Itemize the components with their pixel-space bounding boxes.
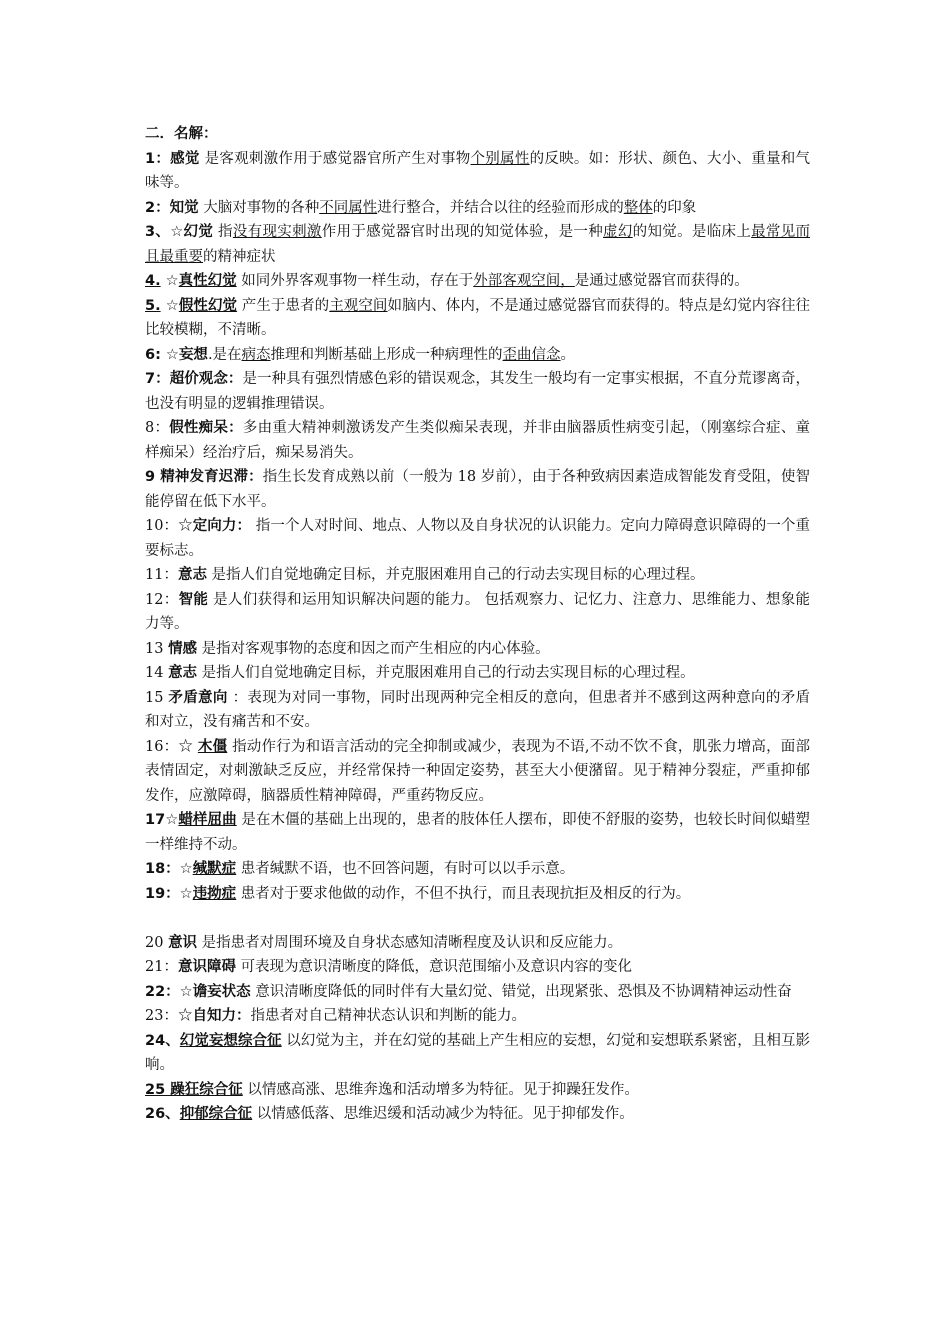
definition-text: 的精神症状: [203, 248, 276, 265]
entry-9: [145, 465, 810, 514]
entry-16: [145, 735, 810, 809]
term: 情感: [168, 640, 198, 657]
entry-21: [145, 955, 810, 980]
entry-number: 12：: [145, 591, 179, 608]
entry-number: 24、: [145, 1032, 180, 1049]
term: 谵妄状态: [192, 983, 251, 1000]
underlined-text: 外部客观空间，: [473, 273, 575, 289]
term: 假性幻觉: [178, 297, 238, 314]
entry-26: [145, 1102, 810, 1127]
definition-text: 是指人们自觉地确定目标，并克服困难用自己的行动去实现目标的心理过程。: [206, 567, 705, 583]
definition-text: .是在: [207, 346, 242, 363]
entry-number: 22：☆: [145, 983, 193, 1000]
entry-number: 23：☆: [145, 1008, 193, 1024]
underlined-text: 主观空间: [329, 297, 388, 314]
definition-text: 推理和判断基础上形成一种病理性的: [270, 346, 503, 363]
entry-18: [145, 857, 810, 882]
term: 违拗症: [192, 885, 237, 902]
term: 假性痴呆：: [169, 420, 243, 436]
star-symbol: ☆: [160, 273, 179, 289]
entry-12: [145, 588, 810, 637]
definition-text: 如脑内、体内，不是通过感觉器官而获得的。特点是幻觉内容往往比较模糊，不清晰。: [145, 297, 811, 338]
entry-11: [145, 563, 810, 588]
term: 智能: [178, 591, 209, 608]
entry-number: 4.: [145, 273, 161, 289]
entry-5: [145, 294, 810, 343]
underlined-text: 歪曲信念: [502, 346, 561, 363]
definition-text: 可表现为意识清晰度的降低，意识范围缩小及意识内容的变化: [235, 959, 633, 975]
definition-text: 产生于患者的: [237, 297, 330, 314]
entry-number: 20: [145, 934, 169, 951]
entry-8: [145, 416, 810, 465]
entry-number: 16：☆: [145, 738, 198, 755]
entry-14: [145, 661, 810, 686]
definition-text: 指动作行为和语言活动的完全抑制或减少，表现为不语,不动不饮不食，肌张力增高，面部表情固定，对刺激缺乏反应，并经常保持一种固定姿势，甚至大小便潴留。见于精神分裂症，严重抑郁发作，应激障碍，脑器质性精神障碍，严重药物反应。: [145, 738, 811, 804]
entry-15: [145, 686, 810, 735]
term: 蜡样屈曲: [178, 812, 237, 828]
term: 精神发育迟滞：: [160, 469, 263, 485]
term: 自知力：: [192, 1008, 251, 1024]
entry-number: 11：: [145, 567, 178, 583]
entry-number: 5.: [145, 297, 161, 314]
definition-text: 指: [213, 224, 233, 240]
term: 木僵: [197, 738, 228, 755]
underlined-text: 最常见而且最重要: [145, 224, 811, 265]
entry-number: 10：☆: [145, 518, 193, 534]
entry-17: [145, 808, 810, 857]
definition-text: 以情感高涨、思维奔逸和活动增多为特征。见于抑躁狂发作。: [242, 1081, 639, 1098]
term: 幻觉妄想综合征: [179, 1032, 282, 1049]
section-heading: 二．名解：: [145, 126, 218, 142]
entry-number: 2：: [145, 199, 170, 216]
definition-text: 是一种具有强烈情感色彩的错误观念，其发生一般均有一定事实根据，不直分荒谬离奇，也没有明显的逻辑推理错误。: [145, 371, 811, 412]
term: 超价观念：: [169, 371, 243, 387]
definition-text: 以幻觉为主，并在幻觉的基础上产生相应的妄想，幻觉和妄想联系紧密，且相互影响。: [145, 1032, 810, 1073]
definition-text: 以情感低落、思维迟缓和活动减少为特征。见于抑郁发作。: [252, 1106, 634, 1122]
entry-number: 13: [145, 640, 169, 657]
definition-text: 多由重大精神刺激诱发产生类似痴呆表现，并非由脑器质性病变引起，（刚塞综合症、童样痴呆）经治疗后，痴呆易消失。: [145, 420, 811, 461]
underlined-text: 个别属性: [470, 150, 530, 167]
definition-text: 是指患者对周围环境及自身状态感知清晰程度及认识和反应能力。: [197, 934, 623, 951]
entry-6: [145, 343, 810, 368]
document-page: [145, 122, 810, 1127]
term: 定向力：: [192, 518, 252, 534]
term: 幻觉: [183, 224, 214, 240]
entry-number: 9: [145, 469, 161, 485]
term: 意识: [168, 934, 198, 951]
paragraph-gap: [145, 906, 810, 931]
definition-text: 如同外界客观事物一样生动，存在于: [236, 273, 474, 289]
definition-text: 指一个人对时间、地点、人物以及自身状况的认识能力。定向力障碍意识障碍的一个重要标志。: [145, 518, 811, 559]
definition-text: 是人们获得和运用知识解决问题的能力。 包括观察力、记忆力、注意力、思维能力、想象能力等。: [145, 591, 811, 632]
entry-3: [145, 220, 810, 269]
definition-text: 的印象: [652, 199, 697, 216]
term: 妄想: [178, 346, 208, 363]
term: 抑郁综合征: [179, 1106, 253, 1122]
definition-text: ：表现为对同一事物，同时出现两种完全相反的意向，但患者并不感到这两种意向的矛盾和对立，没有痛苦和不安。: [145, 689, 811, 730]
term: 意志: [168, 665, 198, 681]
entry-number: 19：☆: [145, 885, 193, 902]
term: 缄默症: [192, 861, 237, 877]
definition-text: 是在木僵的基础上出现的，患者的肢体任人摆布，即使不舒服的姿势，也较长时间似蜡塑一样维持不动。: [145, 812, 811, 853]
entry-number: 15: [145, 689, 169, 706]
definition-text: 大脑对事物的各种: [198, 199, 320, 216]
term: 真性幻觉: [178, 273, 237, 289]
definition-text: 是指人们自觉地确定目标，并克服困难用自己的行动去实现目标的心理过程。: [197, 665, 695, 681]
entry-13: [145, 637, 810, 662]
underlined-text: 整体: [623, 199, 653, 216]
entry-2: [145, 196, 810, 221]
definition-text: 患者缄默不语，也不回答问题，有时可以以手示意。: [236, 861, 575, 877]
entry-number: 21：: [145, 959, 178, 975]
star-symbol: ☆: [160, 297, 179, 314]
definition-text: 作用于感觉器官时出现的知觉体验，是一种: [321, 224, 604, 240]
entry-24: [145, 1029, 810, 1078]
definition-text: 的反映。如：形状、颜色、大小、重量和气味等。: [145, 150, 811, 191]
definition-text: 意识清晰度降低的同时伴有大量幻觉、错觉，出现紧张、恐惧及不协调精神运动性奋: [250, 983, 792, 1000]
entry-number: 6: ☆: [145, 346, 179, 363]
term: 意识障碍: [177, 959, 236, 975]
definition-text: 是指对客观事物的态度和因之而产生相应的内心体验。: [197, 640, 550, 657]
term: 意志: [177, 567, 207, 583]
term: 知觉: [169, 199, 199, 216]
entry-4: [145, 269, 810, 294]
underlined-text: 没有现实刺激: [232, 224, 322, 240]
term: 感觉: [170, 150, 200, 167]
entry-1: [145, 147, 810, 196]
definition-text: 。: [560, 346, 576, 363]
definition-text: 是客观刺激作用于感觉器官所产生对事物: [199, 150, 471, 167]
definition-text: 患者对于要求他做的动作，不但不执行，而且表现抗拒及相反的行为。: [236, 885, 691, 902]
entry-number: 7：: [145, 371, 170, 387]
entry-22: [145, 980, 810, 1005]
term: 矛盾意向: [168, 689, 228, 706]
entry-number: 18：☆: [145, 861, 193, 877]
entry-number: 3、☆: [145, 224, 184, 240]
entry-number: 1：: [145, 150, 171, 167]
definition-text: 的知觉。是临床上: [632, 224, 752, 240]
entry-23: [145, 1004, 810, 1029]
definition-text: 是通过感觉器官而获得的。: [574, 273, 749, 289]
underlined-text: 虚幻: [603, 224, 633, 240]
entry-number: 14: [145, 665, 169, 681]
entry-number: 26、: [145, 1106, 180, 1122]
definition-text: 指生长发育成熟以前（一般为 18 岁前），由于各种致病因素造成智能发育受阻，使智能停留在低下水平。: [145, 469, 811, 510]
entry-19: [145, 882, 810, 907]
underlined-text: 不同属性: [319, 199, 378, 216]
definition-text: 进行整合，并结合以往的经验而形成的: [377, 199, 624, 216]
entry-20: [145, 931, 810, 956]
entry-number: 8：: [145, 420, 170, 436]
entry-10: [145, 514, 810, 563]
definition-text: 指患者对自己精神状态认识和判断的能力。: [250, 1008, 526, 1024]
entry-7: [145, 367, 810, 416]
entry-25: [145, 1078, 810, 1103]
underlined-text: 病态: [241, 346, 271, 363]
entry-number: 17☆: [145, 812, 179, 828]
term: 25 躁狂综合征: [145, 1081, 243, 1098]
